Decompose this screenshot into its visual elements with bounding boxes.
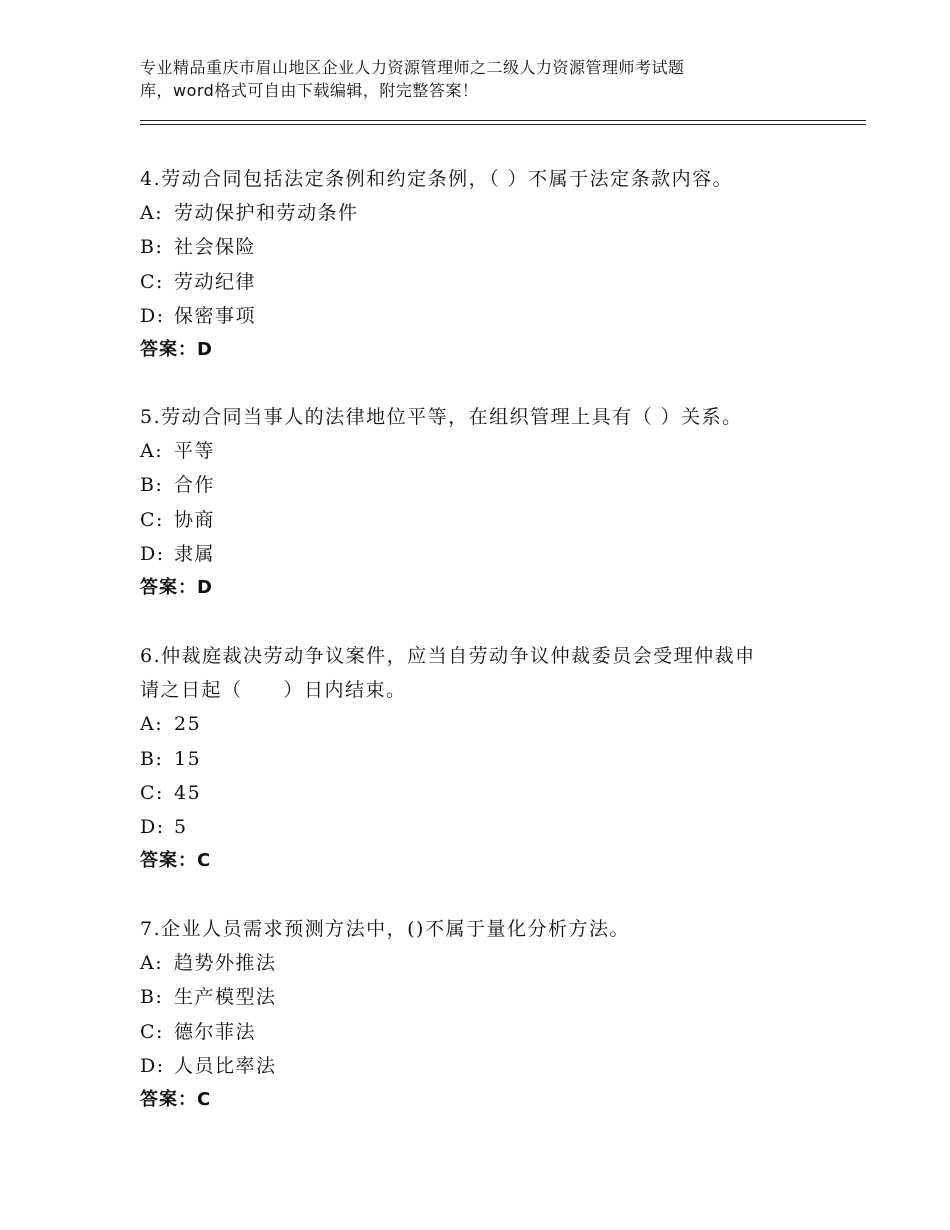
option-text: 合作 <box>174 474 216 497</box>
answer-line: 答案：D <box>140 338 213 360</box>
question-stem: 5.劳动合同当事人的法律地位平等，在组织管理上具有（ ）关系。 <box>140 406 743 428</box>
option-d <box>140 537 840 571</box>
option-letter: A: <box>140 440 164 463</box>
header-divider-bottom <box>140 124 866 125</box>
option-b <box>140 468 840 502</box>
answer-line: 答案：D <box>140 576 213 598</box>
option-b <box>140 230 840 264</box>
option-text: 平等 <box>174 440 216 463</box>
option-text: 保密事项 <box>174 304 257 327</box>
option-a <box>140 434 840 468</box>
option-text: 25 <box>174 713 202 736</box>
option-text: 劳动保护和劳动条件 <box>174 202 359 225</box>
option-d <box>140 299 840 333</box>
header-divider-top <box>140 120 866 121</box>
answer-line: 答案：C <box>140 1088 212 1110</box>
option-text: 5 <box>174 815 188 838</box>
option-text: 45 <box>174 781 202 804</box>
option-letter: A: <box>140 202 164 225</box>
option-letter: C: <box>140 508 164 531</box>
option-b <box>140 742 840 776</box>
option-text: 趋势外推法 <box>174 952 277 975</box>
option-c <box>140 265 840 299</box>
option-letter: B: <box>140 747 164 770</box>
option-letter: D: <box>140 304 165 327</box>
question-6 <box>140 639 840 878</box>
option-letter: C: <box>140 1020 164 1043</box>
header-line-2: 库，word格式可自由下载编辑，附完整答案！ <box>140 81 479 100</box>
document-header <box>140 56 780 102</box>
option-letter: B: <box>140 236 164 259</box>
option-text: 隶属 <box>174 542 216 565</box>
option-text: 德尔菲法 <box>174 1020 257 1043</box>
option-c <box>140 1015 840 1049</box>
option-c <box>140 776 840 810</box>
option-d <box>140 810 840 844</box>
option-letter: D: <box>140 1054 165 1077</box>
option-letter: A: <box>140 713 164 736</box>
option-letter: C: <box>140 270 164 293</box>
option-letter: C: <box>140 781 164 804</box>
option-text: 人员比率法 <box>174 1054 277 1077</box>
option-letter: D: <box>140 542 165 565</box>
option-text: 社会保险 <box>174 236 257 259</box>
option-a <box>140 196 840 230</box>
option-text: 劳动纪律 <box>174 270 257 293</box>
header-line-1: 专业精品重庆市眉山地区企业人力资源管理师之二级人力资源管理师考试题 <box>140 58 685 77</box>
question-stem: 6.仲裁庭裁决劳动争议案件，应当自劳动争议仲裁委员会受理仲裁申 <box>140 645 756 667</box>
option-letter: A: <box>140 952 164 975</box>
question-stem: 7.企业人员需求预测方法中，()不属于量化分析方法。 <box>140 918 630 940</box>
option-letter: B: <box>140 474 164 497</box>
question-stem: 4.劳动合同包括法定条例和约定条例，（ ）不属于法定条款内容。 <box>140 168 734 190</box>
option-text: 15 <box>174 747 202 770</box>
option-a <box>140 707 840 741</box>
question-4 <box>140 162 840 367</box>
option-text: 生产模型法 <box>174 986 277 1009</box>
question-stem-continued: 请之日起（ ）日内结束。 <box>140 679 407 702</box>
answer-line: 答案：C <box>140 850 212 872</box>
option-d <box>140 1049 840 1083</box>
option-letter: B: <box>140 986 164 1009</box>
option-letter: D: <box>140 815 165 838</box>
question-7 <box>140 912 840 1117</box>
question-5 <box>140 400 840 605</box>
option-text: 协商 <box>174 508 216 531</box>
option-b <box>140 980 840 1014</box>
option-a <box>140 946 840 980</box>
option-c <box>140 503 840 537</box>
